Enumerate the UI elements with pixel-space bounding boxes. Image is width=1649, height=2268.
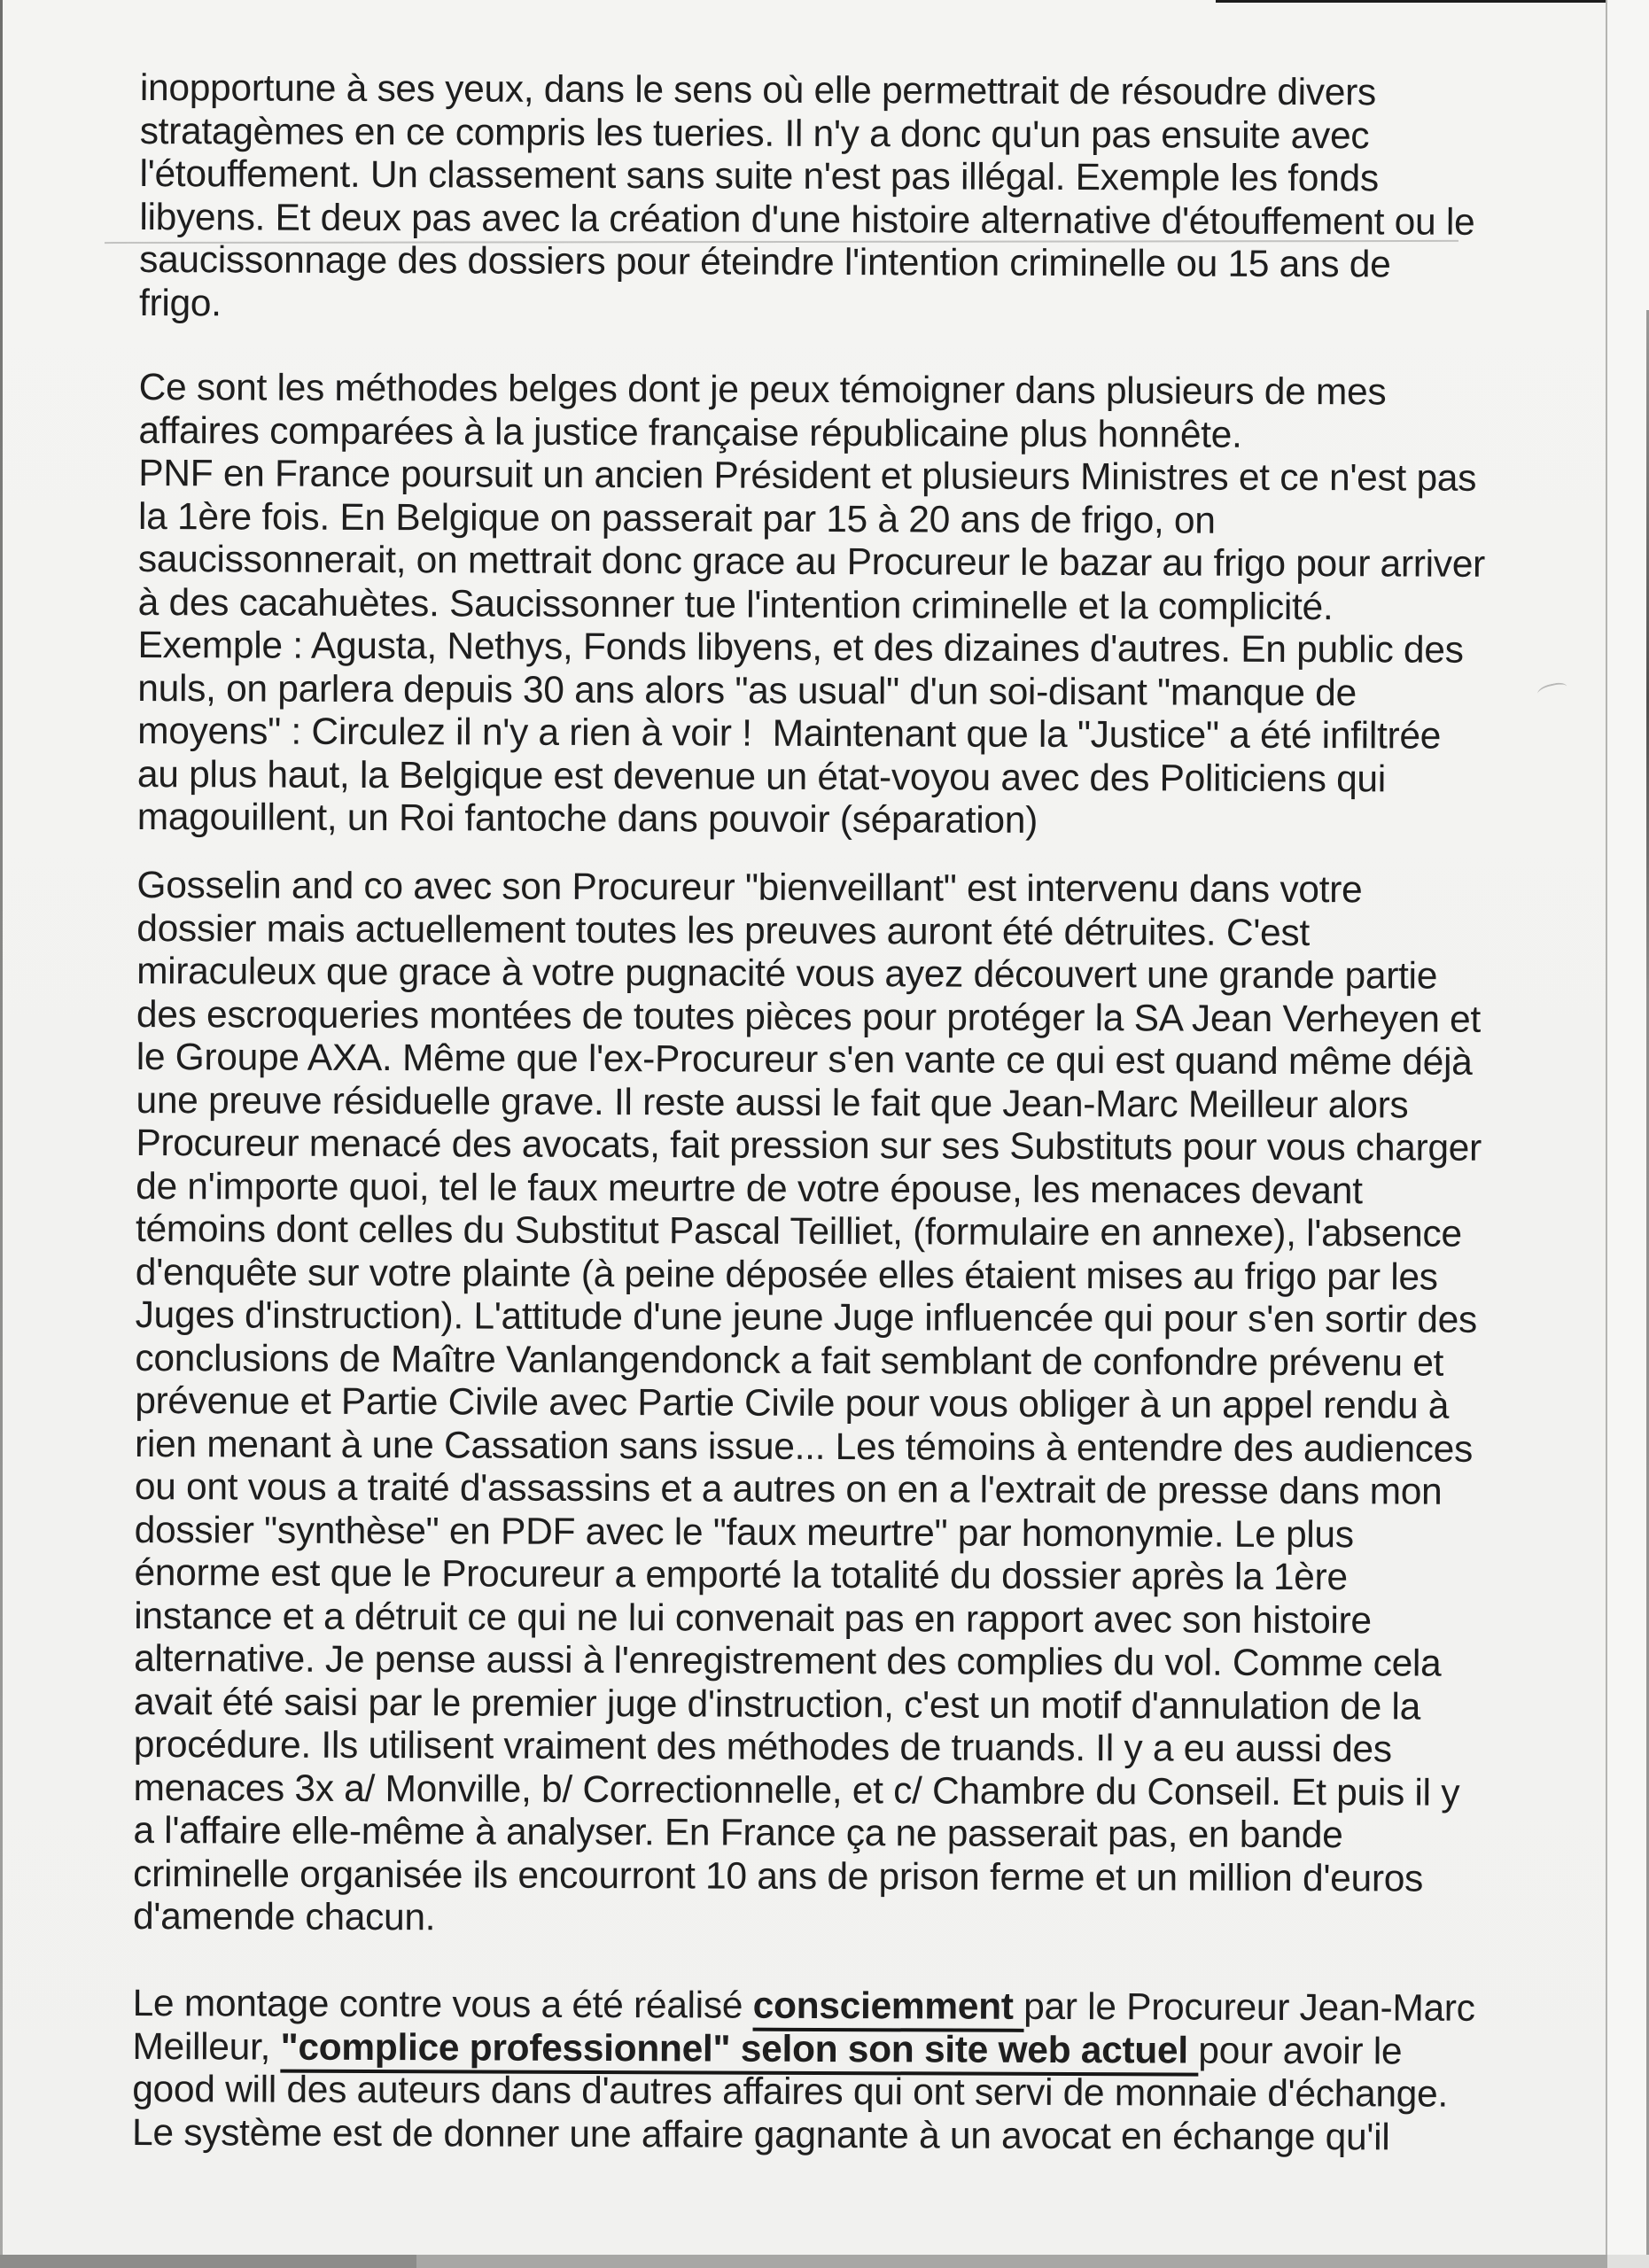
scan-fold-line (1606, 0, 1607, 2268)
text-run: témoins dont celles du Substitut Pascal Teilliet, (formulaire en annexe), l'absence (135, 1208, 1462, 1255)
text-line (135, 1509, 1481, 1557)
text-run: l'étouffement. Un classement sans suite n'est pas illégal. Exemple les fonds (139, 152, 1379, 200)
text-line (137, 625, 1484, 672)
text-line (138, 409, 1485, 457)
text-line (137, 711, 1484, 758)
text-line (138, 539, 1485, 586)
text-line (136, 951, 1482, 998)
text-run: ou ont vous a traité d'assassins et a autres on en a l'extrait de presse dans mon (134, 1465, 1443, 1513)
scan-smudge (1536, 681, 1569, 702)
text-run: procédure. Ils utilisent vraiment des méthodes de truands. Il y a eu aussi des (133, 1723, 1392, 1771)
text-run: moyens" : Circulez il n'y a rien à voir ! Maintenant que la "Justice" a été infiltrée (137, 710, 1442, 757)
text-line (136, 1037, 1482, 1084)
text-line (132, 2069, 1474, 2117)
text-line (134, 1552, 1480, 1600)
text-run: Meilleur, (132, 2025, 281, 2069)
scan-left-edge (0, 0, 3, 2268)
text-line (135, 1337, 1481, 1385)
para-3 (133, 865, 1482, 1944)
text-line (136, 1165, 1482, 1213)
text-run: saucissonnerait, on mettrait donc grace au Procureur le bazar au frigo pour arriver (137, 538, 1486, 586)
text-layer (131, 0, 1505, 2268)
text-run: rien menant à une Cassation sans issue... Les témoins à entendre des audiences (134, 1423, 1474, 1471)
text-run: Exemple : Agusta, Nethys, Fonds libyens, et des dizaines d'autres. En public des (137, 624, 1464, 672)
text-run: miraculeux que grace à votre pugnacité vous ayez découvert une grande partie (136, 950, 1438, 998)
text-run: Juges d'instruction). L'attitude d'une jeune Juge influencée qui pour s'en sortir des (135, 1293, 1478, 1341)
text-run: dossier "synthèse" en PDF avec le "faux meurtre" par homonymie. Le plus (134, 1509, 1354, 1556)
text-line (133, 1896, 1479, 1944)
text-line (133, 1810, 1479, 1858)
text-run: stratagèmes en ce compris les tueries. Il n'y a donc qu'un pas ensuite avec (139, 110, 1370, 157)
text-run: affaires comparées à la justice française républicaine plus honnête. (138, 409, 1242, 456)
text-run: frigo. (138, 282, 222, 324)
text-run: énorme est que le Procureur a emporté la totalité du dossier après la 1ère (134, 1551, 1348, 1599)
text-run: PNF en France poursuit un ancien Président et plusieurs Ministres et ce n'est pas (138, 452, 1477, 500)
text-line (138, 581, 1485, 629)
text-run: Le système est de donner une affaire gagnante à un avocat en échange qu'il (131, 2111, 1390, 2158)
text-line (138, 453, 1485, 501)
text-run: des escroqueries montées de toutes pièces pour protéger la SA Jean Verheyen et (136, 993, 1482, 1041)
text-line (136, 907, 1482, 955)
text-run: le Groupe AXA. Même que l'ex-Procureur s'en vante ce qui est quand même déjà (136, 1036, 1473, 1084)
text-line (139, 239, 1474, 287)
text-line (133, 1983, 1475, 2031)
text-run: une preuve résiduelle grave. Il reste aussi le fait que Jean-Marc Meilleur alors (136, 1079, 1409, 1127)
text-line (138, 495, 1485, 543)
para-2 (137, 367, 1486, 844)
text-line (134, 1681, 1480, 1728)
text-run: à des cacahuètes. Saucissonner tue l'intention criminelle et la complicité. (137, 581, 1334, 628)
para-1 (139, 67, 1475, 330)
text-run: Le montage contre vous a été réalisé (132, 1982, 753, 2027)
text-run: d'enquête sur votre plainte (à peine déposée elles étaient mises au frigo par les (135, 1251, 1438, 1299)
text-line (135, 1380, 1481, 1428)
text-run: a l'affaire elle-même à analyser. En France ça ne passerait pas, en bande (133, 1809, 1343, 1857)
text-line (136, 1208, 1482, 1256)
text-line (136, 1251, 1482, 1299)
text-line (134, 1595, 1480, 1643)
text-line (139, 153, 1474, 201)
text-line (136, 1079, 1482, 1127)
text-line (140, 67, 1475, 115)
text-run: dossier mais actuellement toutes les preuves auront été détruites. C'est (136, 907, 1310, 954)
text-line (132, 2111, 1474, 2159)
text-line (133, 1852, 1479, 1900)
text-run: par le Procureur Jean-Marc (1023, 1985, 1475, 2030)
text-run: la 1ère fois. En Belgique on passerait par 15 à 20 ans de frigo, on (137, 495, 1216, 542)
text-run: instance et a détruit ce qui ne lui convenait pas en rapport avec son histoire (134, 1595, 1372, 1642)
text-run: conclusions de Maître Vanlangendonck a fait semblant de confondre prévenu et (135, 1337, 1444, 1385)
text-run: criminelle organisée ils encourront 10 ans de prison ferme et un million d'euros (133, 1852, 1424, 1900)
text-line (135, 1466, 1481, 1514)
text-line (135, 1423, 1481, 1471)
text-run: Gosselin and co avec son Procureur "bienveillant" est intervenu dans votre (136, 864, 1363, 912)
text-run: prévenue et Partie Civile avec Partie Civile pour vous obliger à un appel rendu à (135, 1379, 1450, 1427)
text-run: saucissonnage des dossiers pour éteindre l'intention criminelle ou 15 ans de (139, 238, 1391, 286)
text-line (134, 1638, 1480, 1686)
text-line (139, 282, 1474, 330)
text-run: Procureur menacé des avocats, fait pression sur ses Substituts pour vous charger (136, 1122, 1482, 1169)
text-line (134, 1724, 1480, 1772)
text-line (132, 2025, 1474, 2073)
para-4 (132, 1983, 1475, 2160)
text-line (136, 1294, 1482, 1342)
text-run: de n'importe quoi, tel le faux meurtre de votre épouse, les menaces devant (136, 1165, 1363, 1212)
text-line (133, 1767, 1479, 1814)
text-run: pour avoir le (1198, 2030, 1403, 2072)
scan-fold-zone (1607, 0, 1649, 2268)
text-line (139, 367, 1486, 415)
text-line (139, 196, 1474, 244)
text-run: menaces 3x a/ Monville, b/ Correctionnelle, et c/ Chambre du Conseil. Et puis il y (133, 1767, 1460, 1814)
scan-bottom-bar-right (1607, 2255, 1649, 2268)
text-run: libyens. Et deux pas avec la création d'une histoire alternative d'étouffement ou le (139, 196, 1475, 244)
text-run: magouillent, un Roi fantoche dans pouvoir (séparation) (136, 796, 1038, 842)
text-line (140, 110, 1475, 158)
scan-top-edge-line (1216, 0, 1607, 3)
text-line (137, 796, 1484, 844)
text-run: Ce sont les méthodes belges dont je peux témoigner dans plusieurs de mes (138, 366, 1387, 414)
text-line (136, 993, 1482, 1041)
text-run: nuls, on parlera depuis 30 ans alors "as usual" d'un soi-disant "manque de (137, 667, 1357, 714)
text-run: avait été saisi par le premier juge d'instruction, c'est un motif d'annulation de la (133, 1681, 1421, 1728)
emphasized-text-run: consciemment (753, 1985, 1024, 2032)
text-line (136, 1122, 1482, 1170)
text-run: alternative. Je pense aussi à l'enregistrement des complies du vol. Comme cela (134, 1637, 1442, 1685)
text-run: d'amende chacun. (132, 1895, 436, 1939)
text-line (137, 753, 1484, 801)
text-run: inopportune à ses yeux, dans le sens où elle permettrait de résoudre divers (139, 67, 1377, 114)
text-line (137, 667, 1484, 715)
text-run: au plus haut, la Belgique est devenue un état-voyou avec des Politiciens qui (136, 753, 1387, 800)
emphasized-text-run: "complice professionnel" selon son site web actuel (280, 2026, 1198, 2076)
text-run: good will des auteurs dans d'autres affaires qui ont servi de monnaie d'échange. (132, 2068, 1448, 2116)
text-line (136, 865, 1482, 913)
